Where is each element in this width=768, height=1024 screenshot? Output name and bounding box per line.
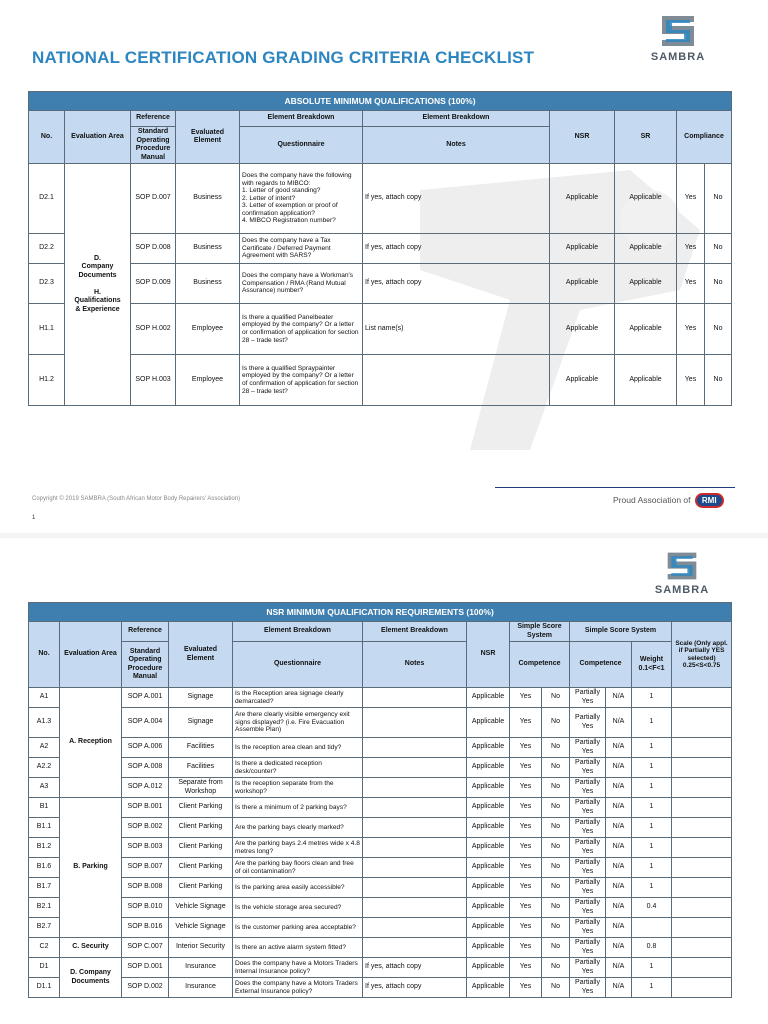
competence-yes: Yes <box>510 938 542 958</box>
sop-reference: SOP B.001 <box>122 798 169 818</box>
nsr-value: Applicable <box>467 938 510 958</box>
nsr-value: Applicable <box>550 304 615 355</box>
col-header-competence: Competence <box>510 642 570 688</box>
sop-reference: SOP A.006 <box>122 738 169 758</box>
table-row <box>29 738 732 758</box>
compliance-yes: Yes <box>677 164 705 234</box>
competence-no: No <box>542 778 570 798</box>
questionnaire-text: Is the parking area easily accessible? <box>233 878 363 898</box>
competence-yes: Yes <box>510 898 542 918</box>
table-row <box>29 918 732 938</box>
weight-value: 0.4 <box>632 898 672 918</box>
row-number: D1.1 <box>29 978 60 998</box>
col-header-breakdown: Element Breakdown <box>240 111 363 127</box>
evaluated-element: Facilities <box>169 738 233 758</box>
weight-value: 1 <box>632 878 672 898</box>
scale-value <box>672 798 732 818</box>
row-number: B1.2 <box>29 838 60 858</box>
sambra-wordmark: SAMBRA <box>650 51 706 63</box>
col-header-nsr: NSR <box>467 622 510 688</box>
footer-copyright: Copyright © 2019 SAMBRA (South African Motor Body Repairers' Association) <box>32 496 240 502</box>
compliance-no: No <box>705 234 732 264</box>
nsr-value: Applicable <box>467 818 510 838</box>
notes-text <box>363 878 467 898</box>
sop-reference: SOP A.004 <box>122 708 169 738</box>
questionnaire-text: Is there a minimum of 2 parking bays? <box>233 798 363 818</box>
sop-reference: SOP C.007 <box>122 938 169 958</box>
competence-yes: Yes <box>510 958 542 978</box>
competence-na: N/A <box>606 708 632 738</box>
scale-value <box>672 858 732 878</box>
col-header-breakdown: Element Breakdown <box>363 622 467 642</box>
col-header-compliance: Compliance <box>677 111 732 164</box>
sr-value: Applicable <box>615 355 677 406</box>
questionnaire-text: Are the parking bays 2.4 metres wide x 4.8 metres long? <box>233 838 363 858</box>
col-header-questionnaire: Questionnaire <box>240 127 363 164</box>
sr-value: Applicable <box>615 264 677 304</box>
sop-reference: SOP B.007 <box>122 858 169 878</box>
col-header-scale: Scale (Only appl. if Partially YES selected) 0.25<S<0.75 <box>672 622 732 688</box>
evaluated-element: Insurance <box>169 958 233 978</box>
nsr-value: Applicable <box>467 798 510 818</box>
questionnaire-text: Does the company have a Tax Certificate / Deferred Payment Agreement with SARS? <box>240 234 363 264</box>
competence-no: No <box>542 738 570 758</box>
notes-text <box>363 738 467 758</box>
col-header-competence: Competence <box>570 642 632 688</box>
scale-value <box>672 958 732 978</box>
questionnaire-text: Is there a qualified Panelbeater employed by the company? Or a letter or confirmation of application for section 28 – trade test? <box>240 304 363 355</box>
col-header-simple-score: Simple Score System <box>510 622 570 642</box>
competence-partially-yes: Partially Yes <box>570 688 606 708</box>
scale-value <box>672 878 732 898</box>
notes-text: If yes, attach copy <box>363 234 550 264</box>
notes-text <box>363 778 467 798</box>
sop-reference: SOP H.003 <box>131 355 176 406</box>
competence-na: N/A <box>606 688 632 708</box>
scale-value <box>672 708 732 738</box>
sop-reference: SOP D.008 <box>131 234 176 264</box>
sop-reference: SOP B.002 <box>122 818 169 838</box>
evaluation-area: D. Company Documents H. Qualifications & Experience <box>65 164 131 406</box>
footer-divider <box>495 487 735 488</box>
nsr-value: Applicable <box>550 234 615 264</box>
col-header-area: Evaluation Area <box>60 622 122 688</box>
competence-partially-yes: Partially Yes <box>570 798 606 818</box>
notes-text <box>363 688 467 708</box>
questionnaire-text: Is the customer parking area acceptable? <box>233 918 363 938</box>
weight-value: 1 <box>632 688 672 708</box>
row-number: B1 <box>29 798 60 818</box>
table-row <box>29 355 732 406</box>
sr-value: Applicable <box>615 234 677 264</box>
sop-reference: SOP B.003 <box>122 838 169 858</box>
rmi-logo: RMI <box>695 493 724 508</box>
sambra-wordmark: SAMBRA <box>654 584 710 596</box>
evaluated-element: Client Parking <box>169 798 233 818</box>
compliance-no: No <box>705 164 732 234</box>
nsr-value: Applicable <box>550 264 615 304</box>
questionnaire-text: Does the company have the following with regards to MIBCO: 1. Letter of good standing? 2. Letter of intent? 3. Letter of exemption or proof of confirmation application? 4. MIBCO Registration number? <box>240 164 363 234</box>
competence-yes: Yes <box>510 688 542 708</box>
competence-partially-yes: Partially Yes <box>570 898 606 918</box>
evaluation-area: C. Security <box>60 938 122 958</box>
nsr-value: Applicable <box>467 898 510 918</box>
table-title: ABSOLUTE MINIMUM QUALIFICATIONS (100%) <box>29 92 732 111</box>
notes-text: If yes, attach copy <box>363 958 467 978</box>
table-row <box>29 778 732 798</box>
sop-reference: SOP A.008 <box>122 758 169 778</box>
nsr-value: Applicable <box>467 858 510 878</box>
scale-value <box>672 688 732 708</box>
questionnaire-text: Is the reception area clean and tidy? <box>233 738 363 758</box>
notes-text <box>363 758 467 778</box>
competence-partially-yes: Partially Yes <box>570 958 606 978</box>
evaluated-element: Client Parking <box>169 818 233 838</box>
competence-na: N/A <box>606 758 632 778</box>
table-title: NSR MINIMUM QUALIFICATION REQUIREMENTS (100%) <box>29 603 732 622</box>
competence-no: No <box>542 758 570 778</box>
row-number: A1.3 <box>29 708 60 738</box>
notes-text: If yes, attach copy <box>363 978 467 998</box>
nsr-value: Applicable <box>467 778 510 798</box>
weight-value: 1 <box>632 958 672 978</box>
competence-partially-yes: Partially Yes <box>570 978 606 998</box>
nsr-value: Applicable <box>467 878 510 898</box>
notes-text <box>363 708 467 738</box>
competence-partially-yes: Partially Yes <box>570 838 606 858</box>
competence-na: N/A <box>606 878 632 898</box>
row-number: B1.7 <box>29 878 60 898</box>
page-number: 1 <box>32 515 36 521</box>
compliance-yes: Yes <box>677 355 705 406</box>
evaluated-element: Employee <box>176 355 240 406</box>
evaluated-element: Client Parking <box>169 858 233 878</box>
evaluated-element: Client Parking <box>169 878 233 898</box>
questionnaire-text: Is the Reception area signage clearly demarcated? <box>233 688 363 708</box>
competence-no: No <box>542 978 570 998</box>
evaluated-element: Business <box>176 234 240 264</box>
sambra-logo-icon <box>662 549 702 583</box>
evaluated-element: Business <box>176 164 240 234</box>
nsr-value: Applicable <box>467 688 510 708</box>
competence-partially-yes: Partially Yes <box>570 858 606 878</box>
sr-value: Applicable <box>615 164 677 234</box>
competence-na: N/A <box>606 938 632 958</box>
questionnaire-text: Does the company have a Motors Traders External Insurance policy? <box>233 978 363 998</box>
sr-value: Applicable <box>615 304 677 355</box>
evaluated-element: Vehicle Signage <box>169 918 233 938</box>
competence-na: N/A <box>606 858 632 878</box>
weight-value <box>632 918 672 938</box>
nsr-value: Applicable <box>550 355 615 406</box>
evaluated-element: Employee <box>176 304 240 355</box>
row-number: D2.2 <box>29 234 65 264</box>
evaluated-element: Separate from Workshop <box>169 778 233 798</box>
weight-value: 1 <box>632 818 672 838</box>
competence-na: N/A <box>606 818 632 838</box>
compliance-no: No <box>705 304 732 355</box>
sop-reference: SOP B.016 <box>122 918 169 938</box>
evaluated-element: Insurance <box>169 978 233 998</box>
evaluated-element: Facilities <box>169 758 233 778</box>
nsr-value: Applicable <box>467 758 510 778</box>
competence-partially-yes: Partially Yes <box>570 878 606 898</box>
scale-value <box>672 778 732 798</box>
weight-value: 1 <box>632 708 672 738</box>
competence-partially-yes: Partially Yes <box>570 738 606 758</box>
row-number: A3 <box>29 778 60 798</box>
col-header-element: Evaluated Element <box>169 622 233 688</box>
col-header-sop: Standard Operating Procedure Manual <box>122 642 169 688</box>
competence-partially-yes: Partially Yes <box>570 758 606 778</box>
col-header-nsr: NSR <box>550 111 615 164</box>
row-number: A1 <box>29 688 60 708</box>
questionnaire-text: Does the company have a Workman's Compensation / RMA (Rand Mutual Assurance) number? <box>240 264 363 304</box>
sambra-logo <box>643 12 713 63</box>
competence-yes: Yes <box>510 798 542 818</box>
table-row <box>29 758 732 778</box>
table-row <box>29 798 732 818</box>
evaluation-area: D. Company Documents <box>60 958 122 998</box>
row-number: C2 <box>29 938 60 958</box>
table-row <box>29 234 732 264</box>
notes-text <box>363 798 467 818</box>
row-number: A2 <box>29 738 60 758</box>
nsr-value: Applicable <box>467 708 510 738</box>
scale-value <box>672 758 732 778</box>
competence-yes: Yes <box>510 838 542 858</box>
competence-na: N/A <box>606 978 632 998</box>
row-number: D2.3 <box>29 264 65 304</box>
compliance-yes: Yes <box>677 264 705 304</box>
table-row <box>29 708 732 738</box>
row-number: B2.1 <box>29 898 60 918</box>
compliance-no: No <box>705 264 732 304</box>
notes-text: If yes, attach copy <box>363 264 550 304</box>
col-header-element: Evaluated Element <box>176 111 240 164</box>
competence-yes: Yes <box>510 978 542 998</box>
compliance-yes: Yes <box>677 234 705 264</box>
table-row <box>29 164 732 234</box>
nsr-value: Applicable <box>467 738 510 758</box>
competence-na: N/A <box>606 778 632 798</box>
notes-text <box>363 355 550 406</box>
row-number: D2.1 <box>29 164 65 234</box>
table-row <box>29 938 732 958</box>
col-header-weight: Weight 0.1<F<1 <box>632 642 672 688</box>
nsr-value: Applicable <box>467 838 510 858</box>
scale-value <box>672 898 732 918</box>
competence-no: No <box>542 878 570 898</box>
questionnaire-text: Are the parking bay floors clean and free of oil contamination? <box>233 858 363 878</box>
questionnaire-text: Is the vehicle storage area secured? <box>233 898 363 918</box>
table-row <box>29 958 732 978</box>
compliance-yes: Yes <box>677 304 705 355</box>
footer-proud-association <box>613 493 724 508</box>
competence-na: N/A <box>606 798 632 818</box>
col-header-breakdown: Element Breakdown <box>233 622 363 642</box>
weight-value: 1 <box>632 758 672 778</box>
notes-text <box>363 938 467 958</box>
evaluated-element: Interior Security <box>169 938 233 958</box>
sambra-logo <box>647 549 717 596</box>
col-header-reference: Reference <box>131 111 176 127</box>
competence-yes: Yes <box>510 918 542 938</box>
evaluated-element: Business <box>176 264 240 304</box>
competence-na: N/A <box>606 738 632 758</box>
scale-value <box>672 738 732 758</box>
notes-text: If yes, attach copy <box>363 164 550 234</box>
competence-na: N/A <box>606 918 632 938</box>
col-header-no: No. <box>29 622 60 688</box>
nsr-value: Applicable <box>550 164 615 234</box>
sop-reference: SOP A.012 <box>122 778 169 798</box>
document-title: NATIONAL CERTIFICATION GRADING CRITERIA CHECKLIST <box>32 48 535 67</box>
questionnaire-text: Is there a qualified Spraypainter employed by the company? Or a letter of confirmation of application for section 28 – trade test? <box>240 355 363 406</box>
table-row <box>29 304 732 355</box>
row-number: H1.1 <box>29 304 65 355</box>
col-header-notes: Notes <box>363 127 550 164</box>
weight-value: 1 <box>632 838 672 858</box>
absolute-minimum-table <box>28 91 732 406</box>
table-row <box>29 978 732 998</box>
row-number: B1.1 <box>29 818 60 838</box>
competence-no: No <box>542 918 570 938</box>
questionnaire-text: Is there a dedicated reception desk/counter? <box>233 758 363 778</box>
competence-yes: Yes <box>510 758 542 778</box>
sop-reference: SOP B.010 <box>122 898 169 918</box>
footer-proud-text: Proud Association of <box>613 495 691 505</box>
col-header-questionnaire: Questionnaire <box>233 642 363 688</box>
notes-text <box>363 818 467 838</box>
col-header-simple-score: Simple Score System <box>570 622 672 642</box>
weight-value: 1 <box>632 798 672 818</box>
scale-value <box>672 818 732 838</box>
nsr-value: Applicable <box>467 918 510 938</box>
questionnaire-text: Are the parking bays clearly marked? <box>233 818 363 838</box>
sop-reference: SOP H.002 <box>131 304 176 355</box>
competence-partially-yes: Partially Yes <box>570 938 606 958</box>
questionnaire-text: Does the company have a Motors Traders Internal Insurance policy? <box>233 958 363 978</box>
table-row <box>29 898 732 918</box>
competence-no: No <box>542 958 570 978</box>
row-number: D1 <box>29 958 60 978</box>
competence-no: No <box>542 688 570 708</box>
questionnaire-text: Is there an active alarm system fitted? <box>233 938 363 958</box>
competence-yes: Yes <box>510 818 542 838</box>
nsr-value: Applicable <box>467 978 510 998</box>
notes-text <box>363 838 467 858</box>
competence-partially-yes: Partially Yes <box>570 918 606 938</box>
competence-na: N/A <box>606 898 632 918</box>
row-number: H1.2 <box>29 355 65 406</box>
competence-yes: Yes <box>510 878 542 898</box>
row-number: B1.6 <box>29 858 60 878</box>
competence-partially-yes: Partially Yes <box>570 708 606 738</box>
col-header-reference: Reference <box>122 622 169 642</box>
competence-no: No <box>542 938 570 958</box>
questionnaire-text: Are there clearly visible emergency exit signs displayed? (i.e. Fire Evacuation Assemble Plan) <box>233 708 363 738</box>
competence-partially-yes: Partially Yes <box>570 818 606 838</box>
notes-text <box>363 898 467 918</box>
weight-value: 1 <box>632 978 672 998</box>
competence-no: No <box>542 898 570 918</box>
competence-na: N/A <box>606 958 632 978</box>
notes-text: List name(s) <box>363 304 550 355</box>
evaluated-element: Vehicle Signage <box>169 898 233 918</box>
sop-reference: SOP D.007 <box>131 164 176 234</box>
evaluated-element: Client Parking <box>169 838 233 858</box>
competence-no: No <box>542 798 570 818</box>
notes-text <box>363 918 467 938</box>
competence-no: No <box>542 858 570 878</box>
row-number: B2.7 <box>29 918 60 938</box>
notes-text <box>363 858 467 878</box>
table-row <box>29 838 732 858</box>
col-header-breakdown: Element Breakdown <box>363 111 550 127</box>
sop-reference: SOP D.001 <box>122 958 169 978</box>
col-header-notes: Notes <box>363 642 467 688</box>
competence-yes: Yes <box>510 858 542 878</box>
competence-yes: Yes <box>510 738 542 758</box>
competence-no: No <box>542 838 570 858</box>
scale-value <box>672 938 732 958</box>
competence-partially-yes: Partially Yes <box>570 778 606 798</box>
competence-no: No <box>542 818 570 838</box>
compliance-no: No <box>705 355 732 406</box>
col-header-sr: SR <box>615 111 677 164</box>
table-row <box>29 858 732 878</box>
nsr-minimum-table <box>28 602 732 998</box>
competence-yes: Yes <box>510 778 542 798</box>
document-page-2 <box>0 538 768 1024</box>
scale-value <box>672 918 732 938</box>
col-header-sop: Standard Operating Procedure Manual <box>131 127 176 164</box>
table-row <box>29 878 732 898</box>
competence-yes: Yes <box>510 708 542 738</box>
evaluation-area: A. Reception <box>60 688 122 798</box>
table-row <box>29 688 732 708</box>
table-row <box>29 264 732 304</box>
weight-value: 1 <box>632 738 672 758</box>
sambra-logo-icon <box>656 12 700 50</box>
nsr-value: Applicable <box>467 958 510 978</box>
row-number: A2.2 <box>29 758 60 778</box>
weight-value: 1 <box>632 858 672 878</box>
evaluation-area: B. Parking <box>60 798 122 938</box>
evaluated-element: Signage <box>169 708 233 738</box>
competence-no: No <box>542 708 570 738</box>
scale-value <box>672 978 732 998</box>
sop-reference: SOP B.008 <box>122 878 169 898</box>
competence-na: N/A <box>606 838 632 858</box>
evaluated-element: Signage <box>169 688 233 708</box>
questionnaire-text: Is the reception separate from the workshop? <box>233 778 363 798</box>
col-header-no: No. <box>29 111 65 164</box>
sop-reference: SOP D.009 <box>131 264 176 304</box>
weight-value: 1 <box>632 778 672 798</box>
weight-value: 0.8 <box>632 938 672 958</box>
col-header-area: Evaluation Area <box>65 111 131 164</box>
sop-reference: SOP A.001 <box>122 688 169 708</box>
scale-value <box>672 838 732 858</box>
table-row <box>29 818 732 838</box>
sop-reference: SOP D.002 <box>122 978 169 998</box>
